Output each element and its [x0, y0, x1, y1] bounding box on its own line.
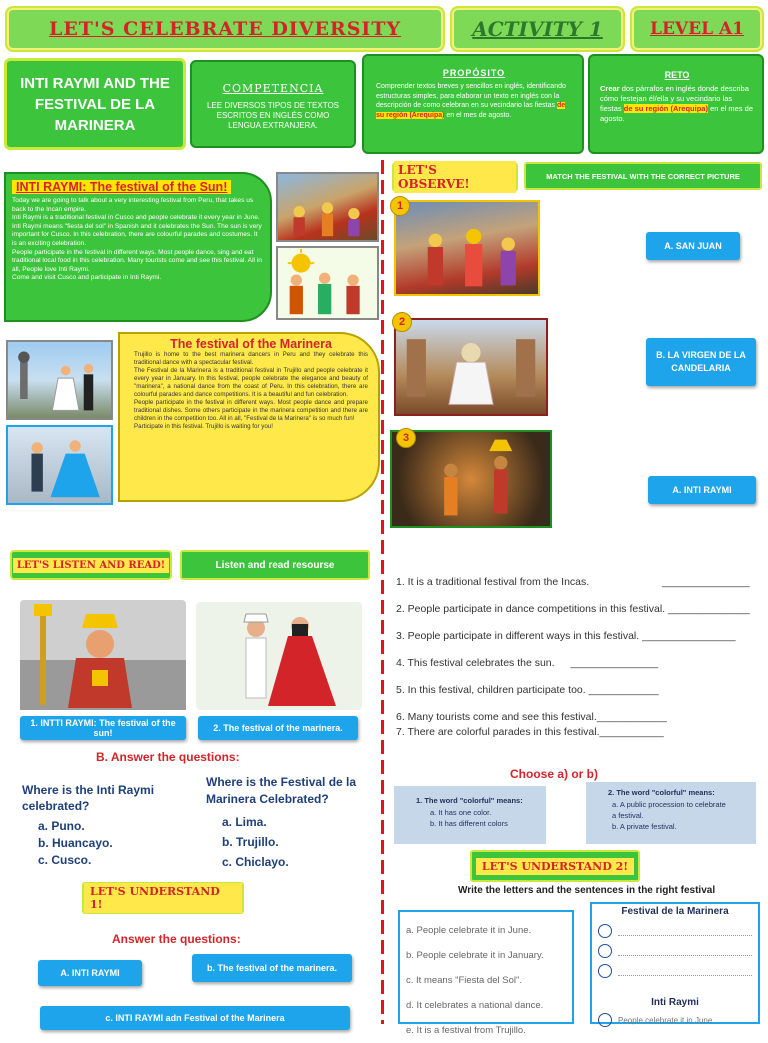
inti-raymi-column-title: Inti Raymi [651, 997, 699, 1008]
q1-option-a[interactable]: a. Puno. [38, 819, 85, 833]
competencia-box [190, 60, 356, 148]
inti-raymi-illustration [278, 174, 377, 240]
marinera-column-title: Festival de la Marinera [621, 906, 729, 917]
proposito-highlight: de su región (Arequipa) [376, 102, 566, 119]
marinera-slot-1[interactable] [598, 923, 752, 939]
statement-6: 6. Many tourists come and see this festival.____________ [396, 711, 667, 723]
choose-q1-box: 1. The word "colorful" means: a. It has one color. b. It has different colors [394, 786, 546, 844]
answer-btn-c[interactable]: c. INTI RAYMI adn Festival of the Marinera [40, 1006, 350, 1030]
inca-king-illustration [20, 600, 186, 710]
inti-raymi-photo [276, 172, 379, 242]
understand1-label: LET'S UNDERSTAND 1! [82, 882, 244, 914]
statements-list [396, 576, 756, 746]
question-2: Where is the Festival de la Marinera Celebrated? a. Lima. b. Trujillo. c. Chiclayo. [206, 774, 366, 872]
marinera-picture [196, 602, 362, 710]
number-3: 3 [396, 428, 416, 448]
level-label: LEVEL A1 [650, 19, 744, 39]
inti-raymi-cartoon [276, 246, 379, 320]
statement-5: 5. In this festival, children participate too. ____________ [396, 684, 659, 696]
slot-circle-icon [598, 1013, 612, 1027]
festival-photo-2 [394, 318, 548, 416]
reto-text: Crear dos párrafos en inglés donde describa cómo festejan él/ella y su vecindario las fiestas de su región (Arequipa) en el mes de agosto. [600, 84, 754, 123]
marinera-dancers-illustration [8, 342, 111, 418]
center-divider [381, 160, 384, 1024]
understand2-instruction: Write the letters and the sentences in the right festival [458, 885, 716, 896]
sentence-d: d. It celebrates a national dance. [406, 1000, 544, 1011]
caption-inti-raymi[interactable]: 1. INTTI RAYMI: The festival of the sun! [20, 716, 186, 740]
caption-marinera[interactable]: 2. The festival of the marinera. [198, 716, 358, 740]
statement-2: 2. People participate in dance competitions in this festival. ______________ [396, 603, 750, 615]
inti-raymi-slot-1[interactable]: People celebrate it in June. [598, 1012, 752, 1028]
competencia-title: COMPETENCIA [222, 82, 324, 95]
reto-box [588, 54, 764, 154]
marinera-couple-illustration [8, 427, 111, 503]
activity-banner [450, 6, 625, 52]
proposito-box [362, 54, 584, 154]
festival-photo-1 [394, 200, 540, 296]
sentences-box [398, 910, 574, 1036]
marinera-box [118, 332, 380, 502]
san-juan-illustration [396, 202, 538, 294]
reto-highlight: de su región (Arequipa) [623, 104, 708, 113]
q2-option-a[interactable]: a. Lima. [222, 815, 267, 829]
statement-1: 1. It is a traditional festival from the Incas. _______________ [396, 576, 750, 588]
proposito-text: Comprender textos breves y sencillos en inglés, identificando estructuras simples, para elaborar un texto en inglés con la descripción de como celebran en su vecindario las fiestas de su región (Arequipa) en el mes de agosto. [376, 83, 566, 119]
statement-7: 7. There are colorful parades in this festival.___________ [396, 726, 664, 738]
option-candelaria[interactable]: B. LA VIRGEN DE LA CANDELARIA [646, 338, 756, 386]
marinera-slot-2[interactable] [598, 943, 752, 959]
choose-q2-b[interactable]: b. A private festival. [612, 822, 677, 831]
title-banner [5, 6, 445, 52]
observe-label: LET'S OBSERVE! [392, 162, 518, 192]
inti-raymi-box [4, 172, 272, 322]
inti-raymi-dancers-illustration [392, 432, 550, 526]
festival-photo-3 [390, 430, 552, 528]
activity-label: ACTIVITY 1 [472, 17, 603, 41]
answer-title: B. Answer the questions: [96, 750, 240, 764]
festival-columns-box [590, 902, 760, 1024]
choose-q2-box: 2. The word "colorful" means: a. A public procession to celebrate a festival. b. A private festival. [586, 782, 756, 844]
number-1: 1 [390, 196, 410, 216]
option-san-juan[interactable]: A. SAN JUAN [646, 232, 740, 260]
sun-celebration-illustration [278, 248, 377, 318]
q2-option-b[interactable]: b. Trujillo. [222, 835, 279, 849]
marinera-pair-illustration [196, 602, 362, 710]
marinera-text: Trujillo is home to the best marinera dancers in Peru and they celebrate this traditional dance with a spectacular festival. The Festival de la Marinera is a traditional festival in Trujillo and people celebrate it every year in January. In this festival, people celebrate the elegance and beauty of "marinera", a national dance from the coast of Peru. In this celebration, there are colourful parades and dance competitions. It is a beautiful and fun celebration. People participate in the festival in different ways. Most people dance and prepare traditional dishes. Some others participate in the marinera competition and there are children in the competition too. All in all, "Festival de la Marinera" is so much fun! Participate in this festival. Trujillo is waiting for you! [134, 351, 368, 430]
q2-option-c[interactable]: c. Chiclayo. [222, 855, 289, 869]
understand2-label: LET'S UNDERSTAND 2! [470, 850, 640, 882]
topic-box [4, 58, 186, 150]
topic-title: INTI RAYMI AND THE FESTIVAL DE LA MARINERA [20, 74, 170, 134]
listen-resource-button[interactable]: Listen and read resourse [180, 550, 370, 580]
inti-raymi-picture [20, 600, 186, 710]
option-inti-raymi[interactable]: A. INTI RAYMI [648, 476, 756, 504]
page-title: LET'S CELEBRATE DIVERSITY [48, 18, 402, 40]
level-banner [630, 6, 764, 52]
inti-raymi-text: Today we are going to talk about a very interesting festival from Peru, that takes us back to the Incan empire. Inti Raymi is a traditional festival in Cusco and people celebrate it every year in June. Inti Raymi means "fiesta del sol" in Spanish and it celebrates the Sun. The sun is very important for Cusco. In this celebration, there are colourful parades and costumes. It is an exciting celebration. People participate in the festival in different ways. Most people dance, sing and eat traditional local food in this celebration. Many tourists come and see this festival. All in all, People love Inti Raymi. Come and visit Cusco and participate in Inti Raymi. [12, 197, 262, 282]
marinera-slot-3[interactable] [598, 963, 752, 979]
reto-title: RETO [664, 70, 690, 80]
choose-q2-a[interactable]: a. A public procession to celebrate a festival. [612, 800, 726, 820]
inti-raymi-title: INTI RAYMI: The festival of the Sun! [12, 180, 231, 194]
q1-option-b[interactable]: b. Huancayo. [38, 836, 113, 850]
statement-4: 4. This festival celebrates the sun. _______________ [396, 657, 659, 669]
q1-option-c[interactable]: c. Cusco. [38, 853, 92, 867]
number-2: 2 [392, 312, 412, 332]
competencia-text: LEE DIVERSOS TIPOS DE TEXTOS ESCRITOS EN INGLÉS COMO LENGUA EXTRANJERA. [206, 101, 340, 130]
choose-q1-b[interactable]: b. It has different colors [430, 819, 508, 828]
sentence-b: b. People celebrate it in January. [406, 950, 544, 961]
proposito-title: PROPÓSITO [442, 68, 506, 78]
marinera-photo-2 [6, 425, 113, 505]
question-1: Where is the Inti Raymi celebrated? a. Puno. b. Huancayo. c. Cusco. [22, 782, 172, 869]
marinera-title: The festival of the Marinera [170, 337, 332, 351]
slot-circle-icon [598, 924, 612, 938]
listen-label: LET'S LISTEN AND READ! [10, 550, 172, 580]
slot-circle-icon [598, 964, 612, 978]
marinera-photo-1 [6, 340, 113, 420]
answer-btn-a[interactable]: A. INTI RAYMI [38, 960, 142, 986]
slot-circle-icon [598, 944, 612, 958]
choose-q1-a[interactable]: a. It has one color. [430, 808, 492, 817]
match-instruction: MATCH THE FESTIVAL WITH THE CORRECT PICTURE [524, 162, 762, 190]
candelaria-illustration [396, 320, 546, 414]
sentence-c: c. It means "Fiesta del Sol". [406, 975, 523, 986]
choose-title: Choose a) or b) [510, 767, 599, 781]
answer-btn-b[interactable]: b. The festival of the marinera. [192, 954, 352, 982]
understand1-title: Answer the questions: [112, 932, 241, 946]
statement-3: 3. People participate in different ways in this festival. ________________ [396, 630, 736, 642]
sentence-e: e. It is a festival from Trujillo. [406, 1025, 526, 1036]
sentence-a: a. People celebrate it in June. [406, 925, 532, 936]
